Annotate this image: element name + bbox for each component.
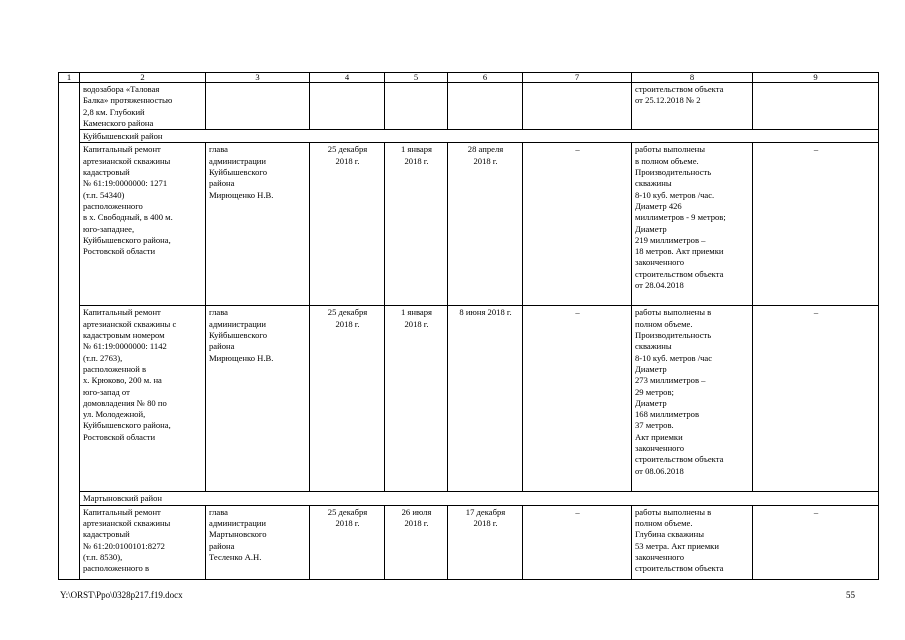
cell-text-line: администрации [209, 318, 267, 329]
object-cell [80, 83, 206, 130]
cell-text-line: 168 миллиметров [635, 409, 700, 420]
cell-text-line: законченного [635, 443, 685, 454]
cell-text-line: Мартыновского [209, 529, 267, 540]
object-cell [80, 505, 206, 579]
cell-text-line: 8-10 куб. метров /час [635, 352, 713, 363]
document-path: Y:\ORST\Ppo\0328p217.f19.docx [60, 590, 183, 600]
column-number-row [59, 73, 879, 83]
start-date-cell [310, 306, 385, 492]
cell-text-line: Балка» протяженностью [83, 95, 173, 106]
cell-text-line: кадастровый [83, 167, 130, 178]
cell-text-line: № 61:20:0100101:8272 [83, 540, 165, 551]
cell-text-line: 2018 г. [335, 318, 360, 329]
cell-text-line: администрации [209, 518, 267, 529]
num-cell [59, 83, 80, 580]
note-cell: – [753, 143, 879, 306]
cell-text-line: 25 декабря [327, 307, 368, 318]
col-number-6: 6 [448, 73, 523, 83]
col-number-2: 2 [80, 73, 206, 83]
cell-text-line: расположенного [83, 200, 143, 211]
responsible-cell [206, 306, 310, 492]
col-number-8: 8 [632, 73, 753, 83]
cell-text-line: Производительность [635, 167, 712, 178]
cell-text-line: (т.п. 2763), [83, 352, 123, 363]
cell-text-line: Диаметр 426 [635, 200, 682, 211]
cell-text-line: № 61:19:0000000: 1271 [83, 178, 168, 189]
cell-text-line: глава [209, 506, 228, 517]
result-cell [632, 505, 753, 579]
cell-text-line: х. Крюково, 200 м. на [83, 375, 162, 386]
plan-date-cell [385, 306, 448, 492]
cell-text-line: 17 декабря [465, 506, 506, 517]
cell-text-line: 29 метров; [635, 386, 674, 397]
cell-text-line: артезианской скважины [83, 518, 171, 529]
cell-text-line: района [209, 540, 235, 551]
cell-text-line: 53 метра. Акт приемки [635, 540, 719, 551]
cell-text-line: юго-запад от [83, 386, 130, 397]
fact-date-cell [448, 83, 523, 130]
cell-text-line: 2,8 км. Глубокий [83, 106, 145, 117]
works-table [58, 72, 879, 580]
plan-date-cell [385, 143, 448, 306]
cell-text-line: 28 апреля [467, 144, 504, 155]
fact-date-cell [448, 505, 523, 579]
reason-cell: – [523, 143, 632, 306]
col-number-1: 1 [59, 73, 80, 83]
col-number-3: 3 [206, 73, 310, 83]
cell-text-line: от 25.12.2018 № 2 [635, 95, 701, 106]
cell-text-line: строительством объекта [635, 563, 724, 574]
cell-text-line: Каменского района [83, 117, 154, 128]
cell-text-line: 26 июля [401, 506, 432, 517]
cell-text-line: 1 января [400, 144, 432, 155]
cell-text-line: 1 января [400, 307, 432, 318]
cell-text-line: расположенного в [83, 563, 150, 574]
table-row [59, 143, 879, 306]
cell-text-line: строительством объекта [635, 84, 724, 94]
col-number-7: 7 [523, 73, 632, 83]
cell-text-line: Диаметр [635, 363, 667, 374]
cell-text-line: в х. Свободный, в 400 м. [83, 212, 173, 223]
cell-text-line: Мирющенко Н.В. [209, 189, 274, 200]
cell-text-line: юго-западнее, [83, 223, 135, 234]
district-row [59, 130, 879, 143]
cell-text-line: Диаметр [635, 397, 667, 408]
cell-text-line: от 08.06.2018 [635, 465, 684, 476]
district-row [59, 492, 879, 505]
cell-text-line: № 61:19:0000000: 1142 [83, 341, 167, 352]
cell-text-line: Ростовской области [83, 246, 156, 257]
cell-text-line: Куйбышевского района, [83, 234, 171, 245]
cell-text-line: артезианской скважины с [83, 318, 177, 329]
plan-date-cell [385, 83, 448, 130]
cell-text-line: глава [209, 307, 228, 318]
cell-text-line: скважины [635, 341, 672, 352]
object-cell [80, 143, 206, 306]
cell-text-line: артезианской скважины [83, 155, 171, 166]
note-cell: – [753, 505, 879, 579]
cell-text-line: ул. Молодежной, [83, 409, 146, 420]
cell-text-line: Глубина скважины [635, 529, 704, 540]
cell-text-line: 273 миллиметров – [635, 375, 706, 386]
col-number-9: 9 [753, 73, 879, 83]
responsible-cell [206, 505, 310, 579]
cell-text-line: Капитальный ремонт [83, 307, 161, 318]
cell-text-line: миллиметров - 9 метров; [635, 212, 726, 223]
reason-cell: – [523, 306, 632, 492]
cell-text-line: администрации [209, 155, 267, 166]
cell-text-line: (т.п. 8530), [83, 551, 123, 562]
cell-text-line: законченного [635, 551, 685, 562]
cell-text-line: Диаметр [635, 223, 667, 234]
cell-text-line: законченного [635, 257, 685, 268]
fact-date-cell [448, 143, 523, 306]
page-number: 55 [846, 590, 855, 600]
cell-text-line: 2018 г. [335, 518, 360, 529]
reason-cell: – [523, 505, 632, 579]
reason-cell [523, 83, 632, 130]
cell-text-line: кадастровый [83, 529, 130, 540]
cell-text-line: 2018 г. [473, 155, 498, 166]
cell-text-line: кадастровым номером [83, 330, 165, 341]
cell-text-line: водозабора «Таловая [83, 84, 160, 94]
plan-date-cell [385, 505, 448, 579]
cell-text-line: 2018 г. [404, 155, 429, 166]
cell-text-line: Производительность [635, 330, 712, 341]
cell-text-line: глава [209, 144, 228, 155]
responsible-cell [206, 143, 310, 306]
cell-text-line: полном объеме. [635, 518, 693, 529]
cell-text-line: Тесленко А.Н. [209, 551, 262, 562]
cell-text-line: от 28.04.2018 [635, 280, 684, 291]
cell-text-line: Мирющенко Н.В. [209, 352, 274, 363]
district-heading: Куйбышевский район [80, 130, 879, 143]
cell-text-line: Капитальный ремонт [83, 506, 161, 517]
start-date-cell [310, 83, 385, 130]
col-number-5: 5 [385, 73, 448, 83]
cell-text-line: 8-10 куб. метров /час. [635, 189, 715, 200]
table-row [59, 505, 879, 579]
cell-text-line: Капитальный ремонт [83, 144, 161, 155]
table-row-continued [59, 83, 879, 130]
cell-text-line: Куйбышевского [209, 330, 268, 341]
cell-text-line: работы выполнены в [635, 307, 712, 318]
cell-text-line: 219 миллиметров – [635, 234, 706, 245]
col-number-4: 4 [310, 73, 385, 83]
note-cell [753, 83, 879, 130]
result-cell [632, 306, 753, 492]
cell-text-line: 25 декабря [327, 144, 368, 155]
cell-text-line: строительством объекта [635, 268, 724, 279]
cell-text-line: расположенной в [83, 363, 147, 374]
cell-text-line: Ростовской области [83, 431, 156, 442]
cell-text-line: 25 декабря [327, 506, 368, 517]
result-cell [632, 83, 753, 130]
start-date-cell [310, 143, 385, 306]
cell-text-line: 2018 г. [404, 318, 429, 329]
note-cell: – [753, 306, 879, 492]
cell-text-line: Акт приемки [635, 431, 683, 442]
cell-text-line: 8 июня 2018 г. [459, 307, 512, 318]
cell-text-line: Куйбышевского [209, 167, 268, 178]
cell-text-line: (т.п. 54340) [83, 189, 125, 200]
cell-text-line: 37 метров. [635, 420, 674, 431]
cell-text-line: района [209, 178, 235, 189]
fact-date-cell [448, 306, 523, 492]
cell-text-line: 18 метров. Акт приемки [635, 246, 724, 257]
cell-text-line: работы выполнены [635, 144, 706, 155]
cell-text-line: скважины [635, 178, 672, 189]
cell-text-line: Куйбышевского района, [83, 420, 171, 431]
cell-text-line: 2018 г. [404, 518, 429, 529]
responsible-cell [206, 83, 310, 130]
cell-text-line: строительством объекта [635, 454, 724, 465]
object-cell [80, 306, 206, 492]
cell-text-line: домовладения № 80 по [83, 397, 167, 408]
cell-text-line: района [209, 341, 235, 352]
cell-text-line: в полном объеме. [635, 155, 699, 166]
cell-text-line: 2018 г. [335, 155, 360, 166]
district-heading: Мартыновский район [80, 492, 879, 505]
cell-text-line: работы выполнены в [635, 506, 712, 517]
result-cell [632, 143, 753, 306]
cell-text-line: 2018 г. [473, 518, 498, 529]
cell-text-line: полном объеме. [635, 318, 693, 329]
table-row [59, 306, 879, 492]
start-date-cell [310, 505, 385, 579]
